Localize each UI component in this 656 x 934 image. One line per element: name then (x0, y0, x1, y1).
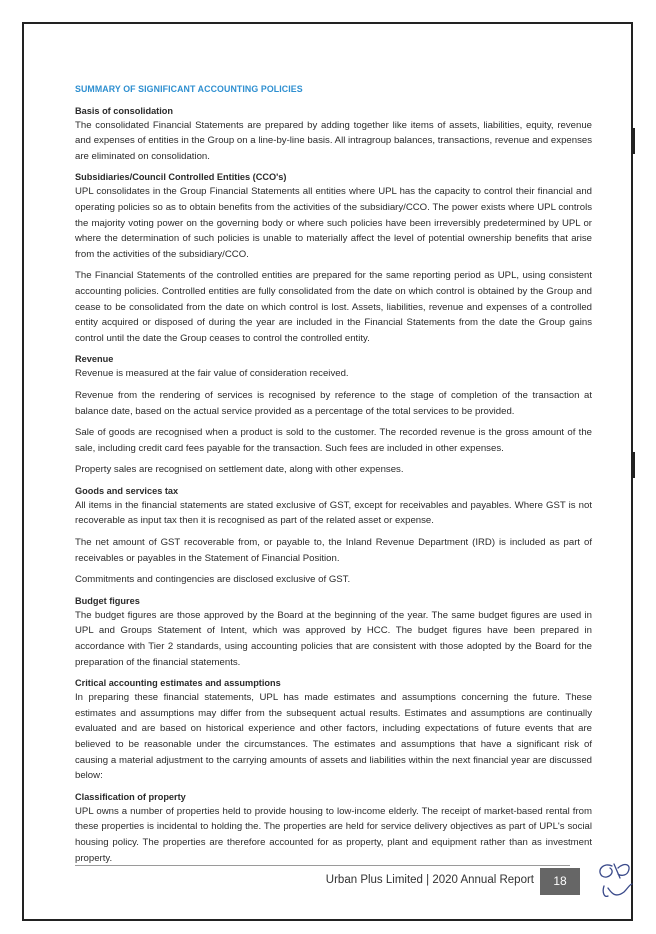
section-heading: Classification of property (75, 791, 186, 802)
paragraph: In preparing these financial statements, UPL has made estimates and assumptions concerning the future. These estimates and assumptions may differ from the subsequent actual results. Estimates and assumptions are continually evaluated and are based on historical experience and other factors, including expectations of future events that are believed to be reasonable under the circumstances. The estimates and assumptions that have a significant risk of causing a material adjustment to the carrying amounts of assets and liabilities within the next financial year are discussed below: (75, 692, 592, 782)
paragraph: Commitments and contingencies are disclosed exclusive of GST. (75, 574, 351, 586)
page-edge-tick (633, 452, 635, 478)
document-body (75, 82, 592, 872)
section-revenue (75, 352, 592, 478)
footer-divider (75, 865, 570, 866)
section-heading: Revenue (75, 354, 114, 365)
paragraph: All items in the financial statements are stated exclusive of GST, except for receivables and payables. Where GST is not recoverable as input tax then it is recognised as part of the related asset or expense. (75, 499, 592, 527)
paragraph: Sale of goods are recognised when a product is sold to the customer. The recorded revenue is the gross amount of the sale, including credit card fees payable for the transaction. Such fees are included in other expenses. (75, 427, 592, 454)
section-title: SUMMARY OF SIGNIFICANT ACCOUNTING POLICIES (75, 84, 303, 94)
section-critical-estimates (75, 676, 592, 784)
section-budget-figures (75, 594, 592, 670)
footer-report-title: Urban Plus Limited | 2020 Annual Report (325, 874, 534, 886)
section-heading: Basis of consolidation (75, 105, 174, 116)
section-basis-of-consolidation (75, 104, 592, 165)
paragraph: The Financial Statements of the controlled entities are prepared for the same reporting period as UPL, using consistent accounting policies. Controlled entities are fully consolidated from the date on which control is obtained by the Group and cease to be consolidated from the date on which control is lost. Assets, liabilities, revenue and expenses of a controlled entity acquired or disposed of during the year are included in the Financial Statements from the date the Group gains control until the date the Group ceases to control the controlled entity. (75, 270, 592, 344)
section-subsidiaries (75, 170, 592, 346)
paragraph: Revenue from the rendering of services is recognised by reference to the stage of completion of the transaction at balance date, based on the actual service provided as a percentage of the total services to be provided. (75, 389, 592, 417)
section-heading: Goods and services tax (75, 485, 179, 496)
page-edge-tick (633, 128, 635, 154)
section-heading: Critical accounting estimates and assumptions (75, 678, 281, 689)
paragraph: Revenue is measured at the fair value of consideration received. (75, 368, 349, 380)
section-classification-of-property (75, 790, 592, 866)
paragraph: The budget figures are those approved by the Board at the beginning of the year. The same budget figures are used in UPL and Groups Statement of Intent, which was approved by HCC. The budget figures have been prepared in accordance with Tier 2 standards, using accounting policies that are consistent with those adopted by the Board for the preparation of the financial statements. (75, 609, 592, 668)
paragraph: UPL owns a number of properties held to provide housing to low-income elderly. The receipt of market-based rental from these properties is incidental to holding the. The properties are held for service delivery objectives as part of UPL's social housing policy. The properties are therefore accounted for as property, plant and equipment rather than as investment property. (75, 805, 592, 864)
paragraph: The consolidated Financial Statements are prepared by adding together like items of assets, liabilities, equity, revenue and expenses of entities in the Group on a line-by-line basis. All intragroup balances, transactions, revenue and expenses are eliminated on consolidation. (75, 119, 592, 162)
paragraph: Property sales are recognised on settlement date, along with other expenses. (75, 464, 404, 476)
section-gst (75, 484, 592, 588)
initials-signature-icon (590, 858, 636, 904)
paragraph: UPL consolidates in the Group Financial Statements all entities where UPL has the capacity to control their financial and operating policies so as to obtain benefits from the activities of the subsidiary/CCO. The power exists where UPL controls the majority voting power on the governing body or where such policies have been irreversibly predetermined by UPL or where the determination of such policies is unable to materially affect the level of potential ownership benefits that arise from the activities of the subsidiary/CCO. (75, 186, 592, 260)
section-heading: Subsidiaries/Council Controlled Entities (CCO's) (75, 172, 287, 183)
section-heading: Budget figures (75, 595, 140, 606)
page-number: 18 (540, 868, 580, 895)
paragraph: The net amount of GST recoverable from, or payable to, the Inland Revenue Department (IRD) is included as part of receivables or payables in the Statement of Financial Position. (75, 537, 592, 564)
